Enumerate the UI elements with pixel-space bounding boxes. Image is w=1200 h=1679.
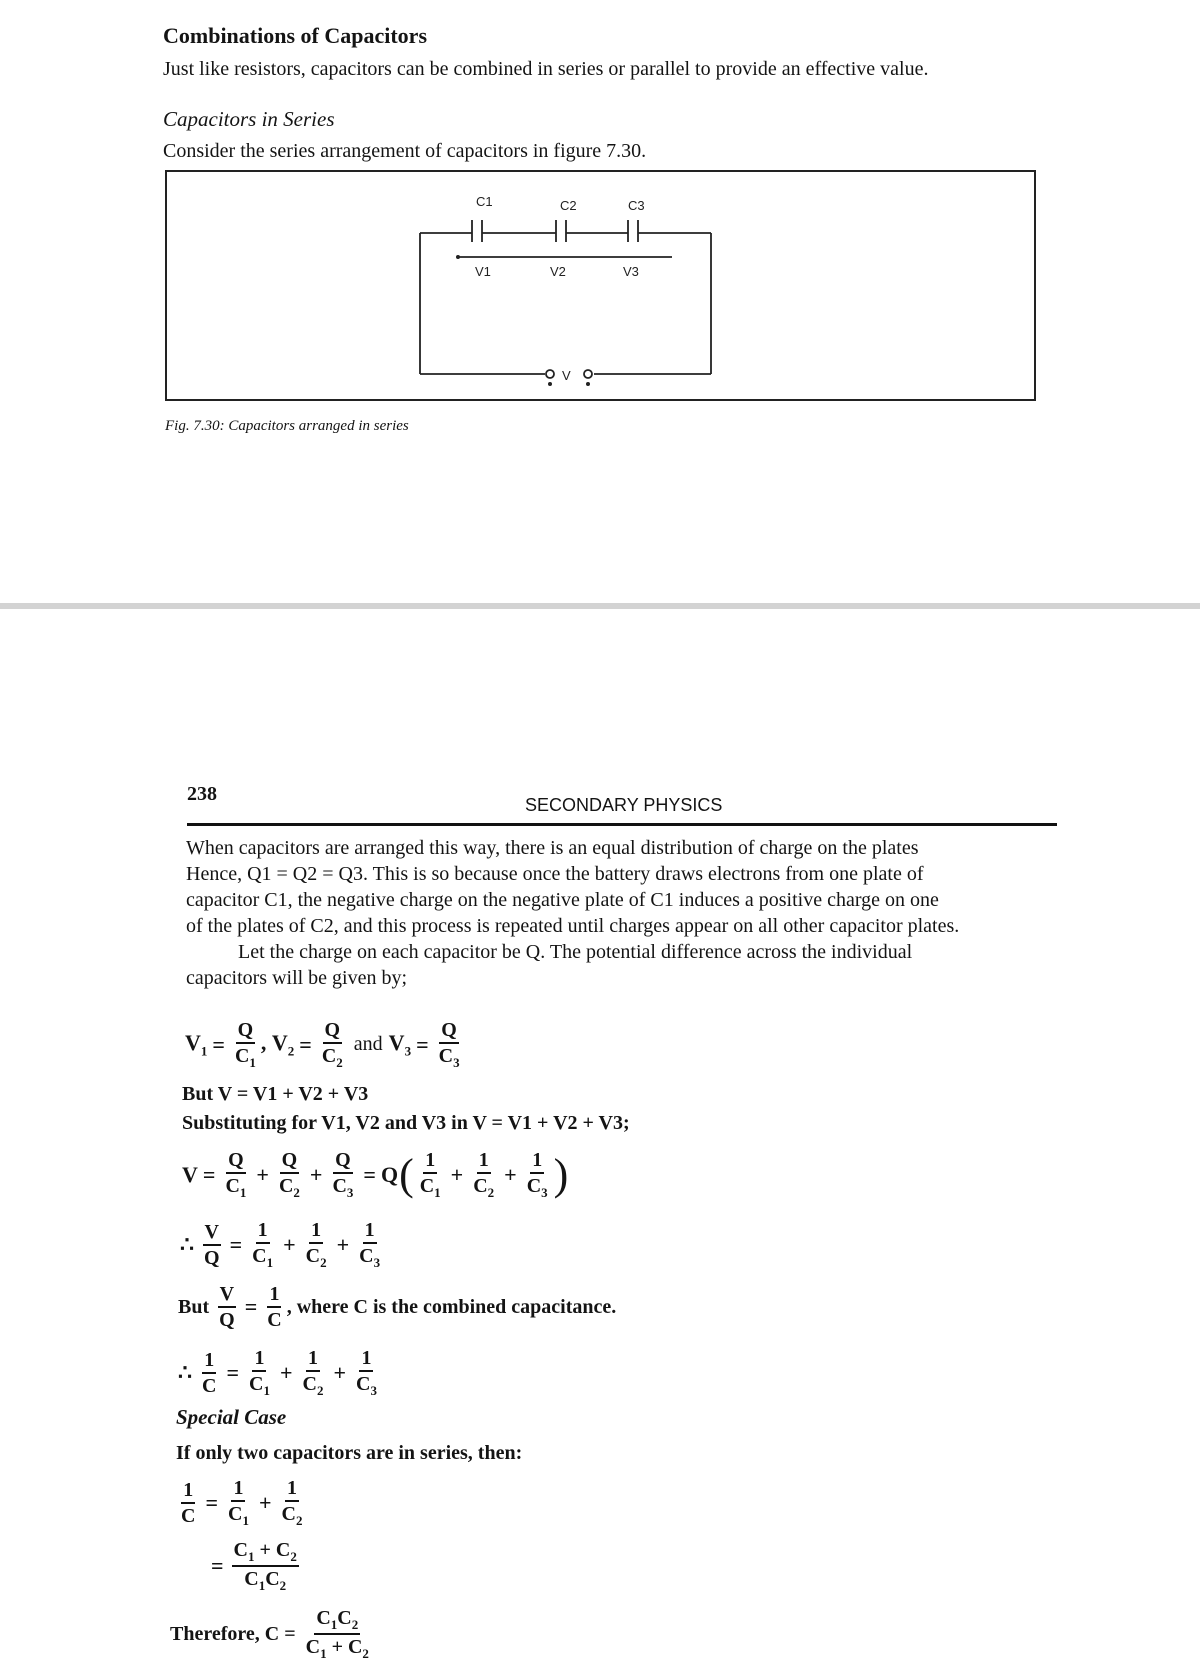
label-v: V <box>562 368 571 383</box>
sum-voltage-line: But V = V1 + V2 + V3 <box>182 1083 369 1105</box>
subsection-heading: Capacitors in Series <box>163 107 335 131</box>
page-separator <box>0 603 1200 609</box>
paragraph-line: Let the charge on each capacitor be Q. The potential difference across the individual <box>238 941 913 963</box>
paragraph-line: Hence, Q1 = Q2 = Q3. This is so because once the battery draws electrons from one plate of <box>186 863 924 885</box>
voltage-equations: $V_1$ = $\frac{Q}{C_1}$ , $V_2$ = $\frac{Q}{C_2}$ and $V_3$ = $\frac{Q}{C_3}$ <box>185 1019 460 1070</box>
special-case-heading: Special Case <box>176 1405 287 1429</box>
paragraph-line: capacitors will be given by; <box>186 967 408 989</box>
body-paragraph <box>186 835 1060 991</box>
label-v3: V3 <box>623 264 639 279</box>
series-circuit-diagram <box>0 0 1200 420</box>
and-word: and <box>353 1033 383 1055</box>
series-formula: ∴ $\frac{1}{C}$ = $\frac{1}{C_1}$ + $\frac{1}{C_2}$ + $\frac{1}{C_3}$ <box>178 1347 377 1398</box>
paragraph-line: When capacitors are arranged this way, there is an equal distribution of charge on the plates <box>186 837 919 859</box>
page-number: 238 <box>187 783 217 805</box>
label-c3: C3 <box>628 198 645 213</box>
two-capacitors-text: If only two capacitors are in series, then: <box>176 1442 523 1464</box>
running-head: SECONDARY PHYSICS <box>525 795 723 815</box>
where-text: , where C is the combined capacitance. <box>286 1295 617 1318</box>
label-v1: V1 <box>475 264 491 279</box>
intro-paragraph: Just like resistors, capacitors can be combined in series or parallel to provide an effective value. <box>163 58 929 80</box>
upper-page <box>0 0 1200 605</box>
substitution-equation: V = $\frac{Q}{C_1}$ + $\frac{Q}{C_2}$ + $\frac{Q}{C_3}$ = Q ( $\frac{1}{C_1}$ + $\frac{1}{C_2}$ + $\frac{1}{C_3}$ ) <box>182 1149 569 1200</box>
label-c1: C1 <box>476 194 493 209</box>
paragraph-line: of the plates of C2, and this process is repeated until charges appear on all other capacitor plates. <box>186 915 960 937</box>
paragraph-line: capacitor C1, the negative charge on the negative plate of C1 induces a positive charge on one <box>186 889 939 911</box>
header-rule <box>187 823 1057 826</box>
two-cap-combined: = $\frac{C_1 + C_2}{C_1C_2}$ <box>211 1539 297 1593</box>
but-word: But <box>178 1295 210 1318</box>
section-title: Combinations of Capacitors <box>163 23 428 48</box>
therefore-text: Therefore, C = <box>170 1622 296 1645</box>
ratio-equation: ∴ $\frac{V}{Q}$ = $\frac{1}{C_1}$ + $\frac{1}{C_2}$ + $\frac{1}{C_3}$ <box>180 1219 381 1270</box>
label-c2: C2 <box>560 198 577 213</box>
final-result: Therefore, C = $\frac{C_1C_2}{C_1 + C_2}$ <box>170 1607 369 1661</box>
substituting-line: Substituting for V1, V2 and V3 in V = V1 + V2 + V3; <box>182 1112 630 1134</box>
two-cap-equation: $\frac{1}{C}$ = $\frac{1}{C_1}$ + $\frac{1}{C_2}$ <box>181 1477 303 1528</box>
combined-capacitance-statement: But $\frac{V}{Q}$ = $\frac{1}{C}$ , where C is the combined capacitance. <box>178 1283 617 1331</box>
figure-caption: Fig. 7.30: Capacitors arranged in series <box>165 418 409 434</box>
figure-reference-text: Consider the series arrangement of capacitors in figure 7.30. <box>163 140 647 162</box>
label-v2: V2 <box>550 264 566 279</box>
